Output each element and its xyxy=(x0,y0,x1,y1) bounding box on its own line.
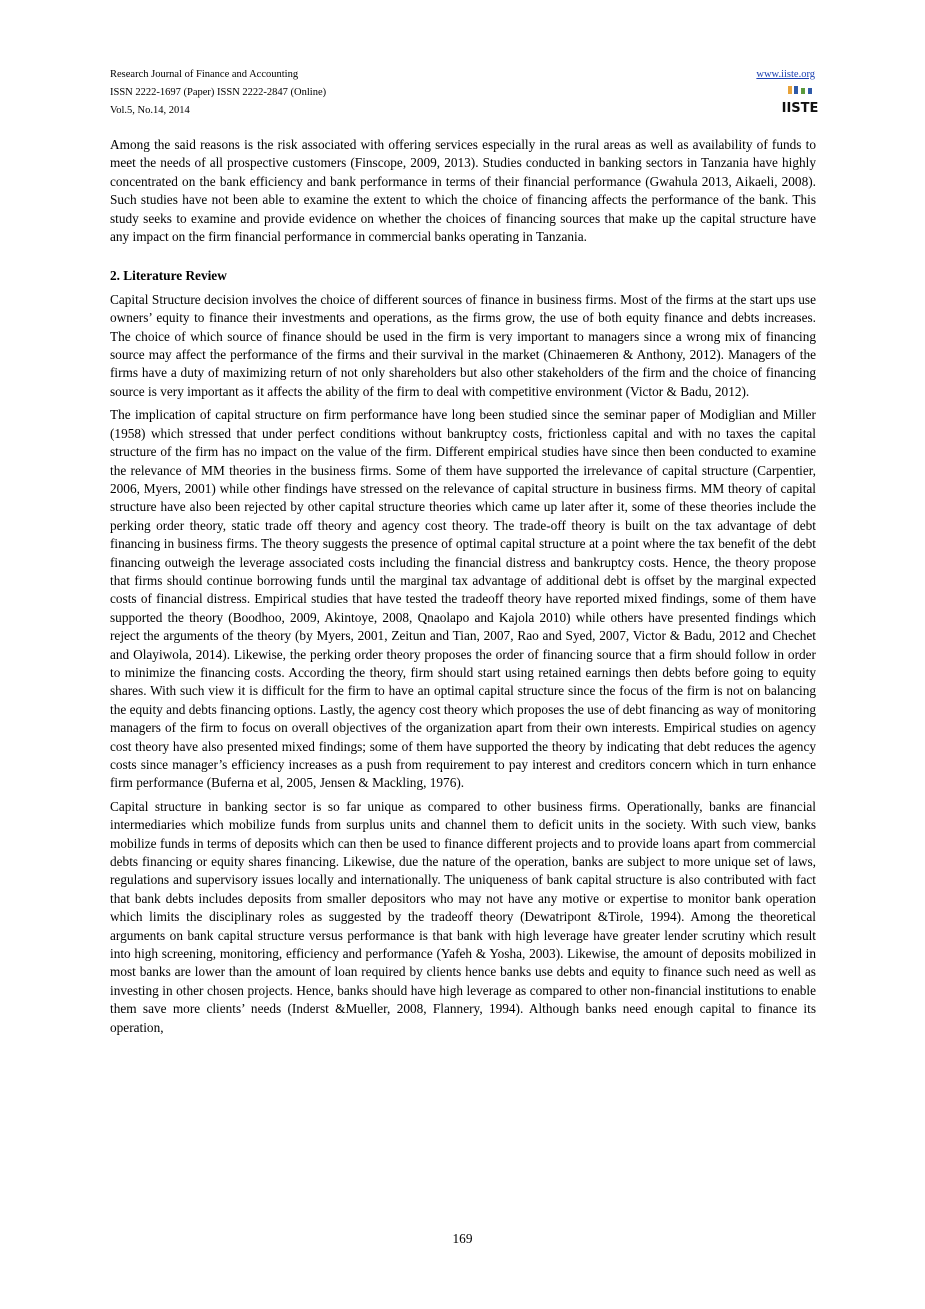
issn-line: ISSN 2222-1697 (Paper) ISSN 2222-2847 (Online) xyxy=(110,87,327,98)
website-link[interactable]: www.iiste.org xyxy=(756,69,815,80)
svg-text:IISTE: IISTE xyxy=(781,101,819,116)
body-paragraph: Capital Structure decision involves the choice of different sources of finance in business firms. Most of the firms at the start ups use owners’ equity to finance their investments and operations, as the firms grow, the use of both equity finance and debts increases. The choice of which source of finance should be used in the firm is very important to managers since a wrong mix of financing source may affect the performance of the firms and their survival in the market (Chinaemeren & Anthony, 2012). Managers of the firms have a duty of maximizing return of not only shareholders but also other stakeholders of the firm and the choice of financing source is very important as it affects the ability of the firm to deal with competitive environment (Victor & Badu, 2012). xyxy=(110,291,816,399)
page-header xyxy=(110,66,819,120)
intro-paragraph: Among the said reasons is the risk associated with offering services especially in the rural areas as well as availability of funds to meet the needs of all prospective customers (Finscope, 2009, 2013). Studies conducted in banking sectors in Tanzania have highly concentrated on the bank efficiency and bank performance in terms of their financial performance (Gwahula 2013, Aikaeli, 2008). Such studies have not been able to examine the extent to which the choice of financing affects the performance of the bank. This study seeks to examine and provide evidence on whether the choices of financing sources that make up the capital structure have any impact on the firm financial performance in commercial banks operating in Tanzania. xyxy=(110,137,816,245)
section-heading: 2. Literature Review xyxy=(110,268,227,284)
body-paragraph: The implication of capital structure on firm performance have long been studied since the seminar paper of Modiglian and Miller (1958) which stressed that under perfect conditions without bankruptcy costs, frictionless capital and with no taxes the capital structure of the firm has no impact on the value of the firm. Different empirical studies have since then been conducted to examine the relevance of MM theories in the business firms. Some of them have supported the irrelevance of capital structure (Carpentier, 2006, Myers, 2001) while other findings have stressed on the relevance of capital structure in business firms. MM theory of capital structure have also been rejected by other capital structure theories which came up later after it, some of these theories include the perking order theory, static trade off theory and agency cost theory. The trade-off theory is built on the tax advantage of debt financing in business firms. The theory suggests the presence of optimal capital structure at a point where the tax benefit of the debt financing outweigh the leverage associated costs including the financial distress and bankruptcy costs. Hence, the theory propose that firms should continue borrowing funds until the marginal tax advantage of additional debt is offset by the marginal expected costs of financial distress. Empirical studies that have tested the tradeoff theory have reported mixed findings, some of them have supported the theory (Boodhoo, 2009, Akintoye, 2008, Qnaolapo and Kajola 2010) while others have presented findings which reject the arguments of the theory (by Myers, 2001, Zeitun and Tian, 2007, Rao and Syed, 2007, Victor & Badu, 2012 and Chechet and Olayiwola, 2014). Likewise, the perking order theory proposes the order of financing source that a firm should follow in order to minimize the financing costs. According the theory, firm should start using retained earnings then debts before going to equity shares. With such view it is difficult for the firm to have an optimal capital structure since the focus of the firm is not on balancing the equity and debts financing options. Lastly, the agency cost theory which proposes the use of debt financing as way of monitoring managers of the firm to focus on overall objectives of the organization apart from their own interests. Empirical studies on agency cost theory have also presented mixed findings; some of them have supported the theory by indicating that debt reduces the agency costs since manager’s efficiency increases as a push from requirement to pay interest and creditors concern which in turn enhance firm performance (Buferna et al, 2005, Jensen & Mackling, 1976). xyxy=(110,407,816,791)
body-paragraph: Capital structure in banking sector is so far unique as compared to other business firms. Operationally, banks are financial intermediaries which mobilize funds from surplus units and channel them to deficit units in the society. With such view, banks mobilize funds in terms of deposits which can then be used to finance different projects and to provide loans apart from commercial debts financing or equity shares financing. Likewise, due the nature of the operation, banks are subject to more unique set of laws, regulations and supervisory issues locally and internationally. The uniqueness of bank capital structure is also contributed with fact that bank debts includes deposits from smaller depositors who may not have any motive or expertise to monitor bank operation which limits the disciplinary roles as suggested by the tradeoff theory (Dewatripont &Tirole, 1994). Among the theoretical arguments on bank capital structure versus performance is that bank with high leverage have greater lender scrutiny which result into high screening, monitoring, efficiency and performance (Yafeh & Yosha, 2003). Likewise, the amount of deposits mobilized in most banks are lower than the amount of loan required by clients hence banks use debts and equity to finance such need as well as investing in other chosen projects. Hence, banks should have high leverage as compared to other non-financial institutions to enable them save more clients’ needs (Inderst &Mueller, 2008, Flannery, 1994). Although banks need enough capital to finance its operation, xyxy=(110,798,816,1035)
volume-line: Vol.5, No.14, 2014 xyxy=(110,105,190,116)
page-number: 169 xyxy=(452,1231,473,1246)
article-body xyxy=(110,136,816,1042)
iiste-logo xyxy=(781,86,819,120)
journal-title: Research Journal of Finance and Accounting xyxy=(110,69,299,80)
